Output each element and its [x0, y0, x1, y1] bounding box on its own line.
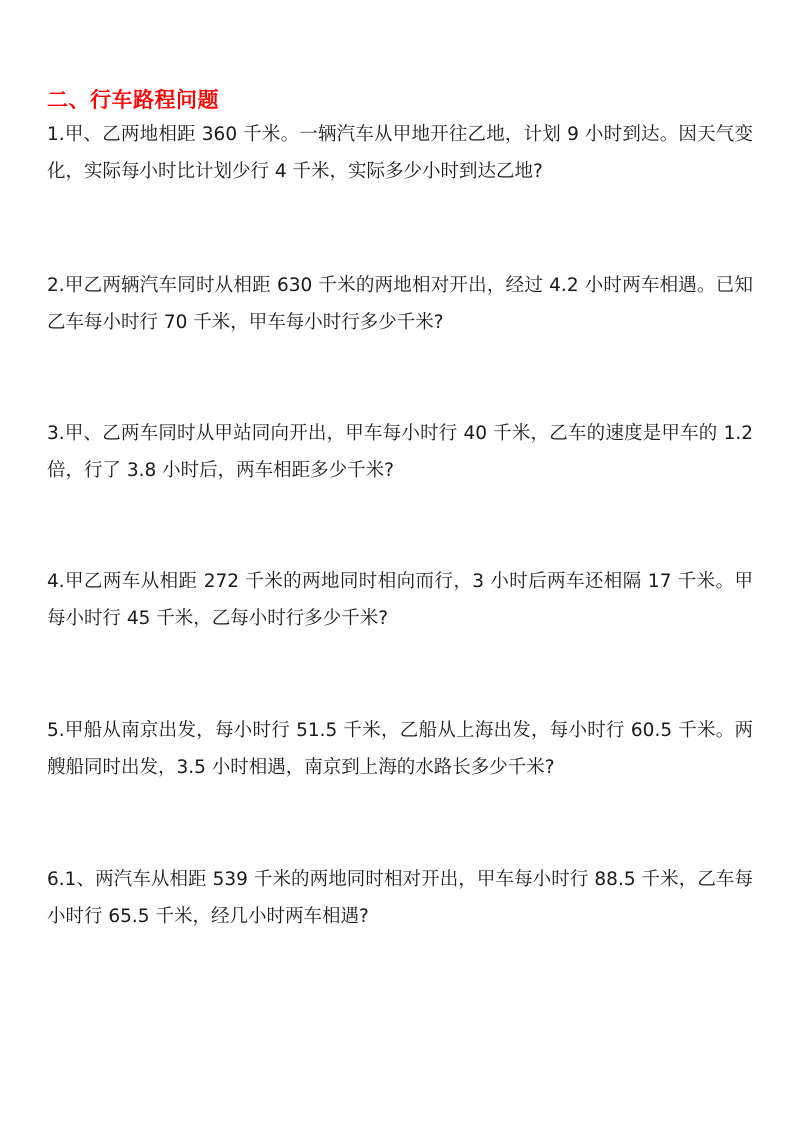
- problem-6: [47, 861, 753, 935]
- section-title: 二、行车路程问题: [47, 88, 219, 112]
- problem-text: 2.甲乙两辆汽车同时从相距 630 千米的两地相对开出，经过 4.2 小时两车相遇。已知乙车每小时行 70 千米，甲车每小时行多少千米?: [47, 275, 753, 333]
- problem-text: 3.甲、乙两车同时从甲站同向开出，甲车每小时行 40 千米，乙车的速度是甲车的 1.2 倍，行了 3.8 小时后，两车相距多少千米?: [47, 423, 753, 481]
- problem-text: 4.甲乙两车从相距 272 千米的两地同时相向而行，3 小时后两车还相隔 17 千米。甲每小时行 45 千米，乙每小时行多少千米?: [47, 571, 753, 629]
- problem-3: [47, 415, 753, 489]
- problem-text: 1.甲、乙两地相距 360 千米。一辆汽车从甲地开往乙地，计划 9 小时到达。因天气变化，实际每小时比计划少行 4 千米，实际多少小时到达乙地?: [47, 124, 753, 182]
- problem-5: [47, 712, 753, 786]
- problem-2: [47, 267, 753, 341]
- problem-text: 6.1、两汽车从相距 539 千米的两地同时相对开出，甲车每小时行 88.5 千米，乙车每小时行 65.5 千米，经几小时两车相遇?: [47, 869, 753, 927]
- problem-text: 5.甲船从南京出发，每小时行 51.5 千米，乙船从上海出发，每小时行 60.5 千米。两艘船同时出发，3.5 小时相遇，南京到上海的水路长多少千米?: [47, 720, 753, 778]
- problem-1: [47, 116, 753, 190]
- problem-4: [47, 563, 753, 637]
